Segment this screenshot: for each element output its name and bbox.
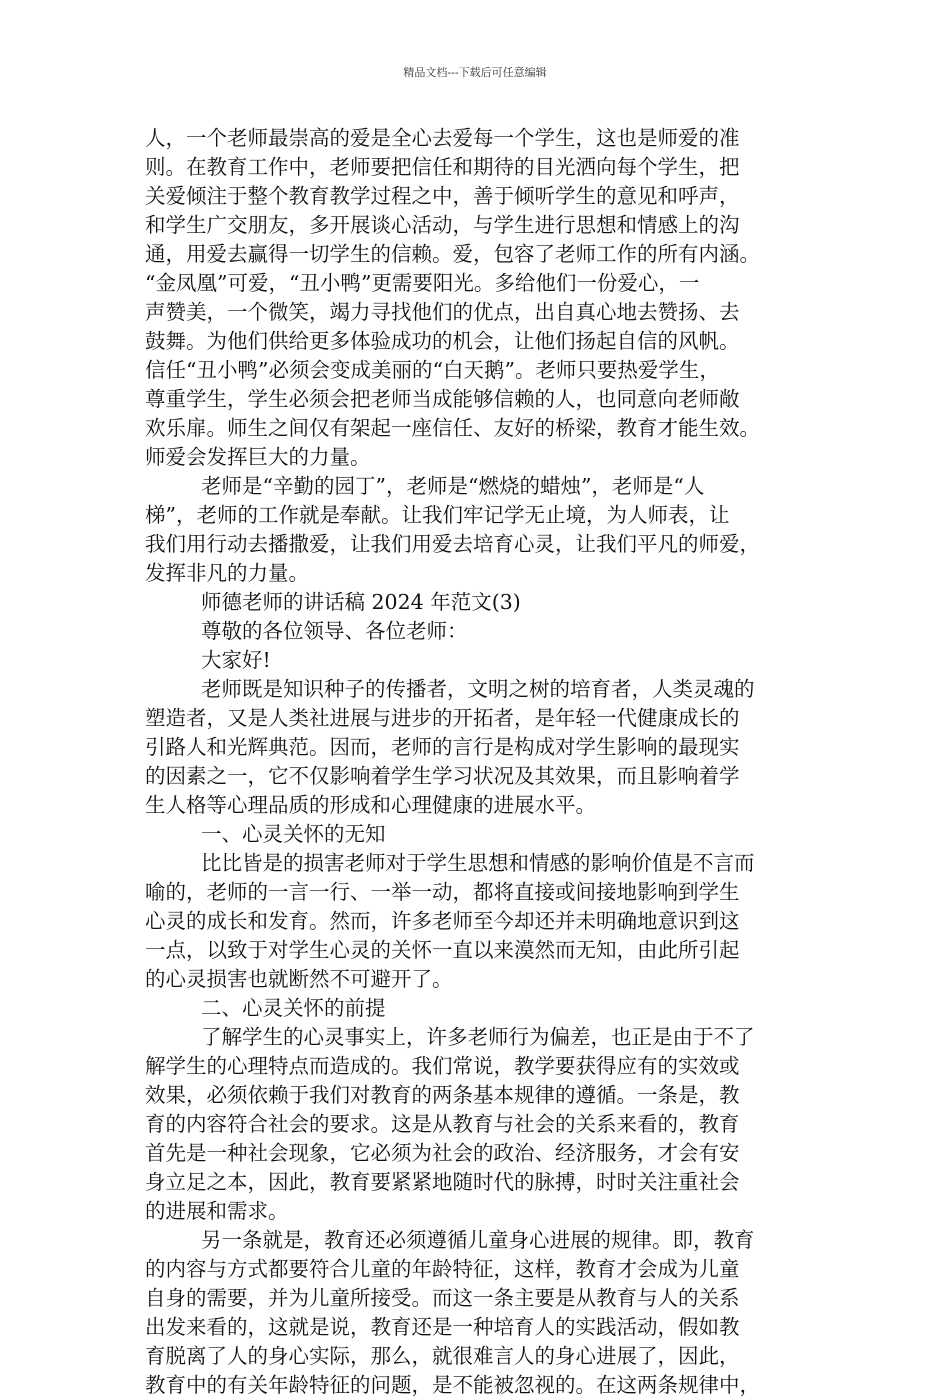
text-line: 引路人和光辉典范。因而，老师的言行是构成对学生影响的最现实 <box>145 735 740 759</box>
text-line: 的因素之一，它不仅影响着学生学习状况及其效果，而且影响着学 <box>145 764 740 788</box>
text-line: 另一条就是，教育还必须遵循儿童身心进展的规律。即，教育 <box>201 1228 755 1252</box>
text-line: 出发来看的，这就是说，教育还是一种培育人的实践活动，假如教 <box>145 1315 740 1339</box>
text-line: 教育中的有关年龄特征的问题，是不能被忽视的。在这两条规律中， <box>145 1373 760 1397</box>
document-body <box>145 124 825 1400</box>
text-line: 大家好! <box>201 648 271 672</box>
text-line: 尊敬的各位领导、各位老师： <box>201 619 468 643</box>
text-line: 身立足之本，因此，教育要紧紧地随时代的脉搏，时时关注重社会 <box>145 1170 740 1194</box>
text-line: 的心灵损害也就断然不可避开了。 <box>145 967 453 991</box>
text-line: 解学生的心理特点而造成的。我们常说，教学要获得应有的实效或 <box>145 1054 740 1078</box>
text-line: 老师既是知识种子的传播者，文明之树的培育者，人类灵魂的 <box>201 677 755 701</box>
text-line: 了解学生的心灵事实上，许多老师行为偏差，也正是由于不了 <box>201 1025 755 1049</box>
text-line: 和学生广交朋友，多开展谈心活动，与学生进行思想和情感上的沟 <box>145 213 740 237</box>
text-line: 梯”，老师的工作就是奉献。让我们牢记学无止境，为人师表，让 <box>145 503 730 527</box>
text-line: 生人格等心理品质的形成和心理健康的进展水平。 <box>145 793 596 817</box>
text-line: 喻的，老师的一言一行、一举一动，都将直接或间接地影响到学生 <box>145 880 740 904</box>
text-line: 一点，以致于对学生心灵的关怀一直以来漠然而无知，由此所引起 <box>145 938 740 962</box>
text-line: 人，一个老师最崇高的爱是全心去爱每一个学生，这也是师爱的准 <box>145 126 740 150</box>
text-line: 关爱倾注于整个教育教学过程之中，善于倾听学生的意见和呼声， <box>145 184 740 208</box>
text-line: 欢乐扉。师生之间仅有架起一座信任、友好的桥梁，教育才能生效。 <box>145 416 760 440</box>
text-line: 比比皆是的损害老师对于学生思想和情感的影响价值是不言而 <box>201 851 755 875</box>
text-line: 塑造者，又是人类社进展与进步的开拓者，是年轻一代健康成长的 <box>145 706 740 730</box>
text-line: 一、心灵关怀的无知 <box>201 822 386 846</box>
text-line: 育脱离了人的身心实际，那么，就很难言人的身心进展了，因此， <box>145 1344 740 1368</box>
text-line: 育的内容符合社会的要求。这是从教育与社会的关系来看的，教育 <box>145 1112 740 1136</box>
text-line: 师爱会发挥巨大的力量。 <box>145 445 371 469</box>
text-line: 信任“丑小鸭”必须会变成美丽的“白天鹅”。老师只要热爱学生， <box>145 358 720 382</box>
text-line: 鼓舞。为他们供给更多体验成功的机会，让他们扬起自信的风帆。 <box>145 329 740 353</box>
text-line: 发挥非凡的力量。 <box>145 561 309 585</box>
text-line: 尊重学生，学生必须会把老师当成能够信赖的人，也同意向老师敞 <box>145 387 740 411</box>
text-line: 效果，必须依赖于我们对教育的两条基本规律的遵循。一条是，教 <box>145 1083 740 1107</box>
text-line: 我们用行动去播撒爱，让我们用爱去培育心灵，让我们平凡的师爱， <box>145 532 760 556</box>
text-line: 心灵的成长和发育。然而，许多老师至今却还并未明确地意识到这 <box>145 909 740 933</box>
text-line: 二、心灵关怀的前提 <box>201 996 386 1020</box>
text-line: “金凤凰”可爱，“丑小鸭”更需要阳光。多给他们一份爱心，一 <box>145 271 700 295</box>
text-line: 的进展和需求。 <box>145 1199 289 1223</box>
text-line: 师德老师的讲话稿 2024 年范文(3) <box>201 590 521 614</box>
text-line: 首先是一种社会现象，它必须为社会的政治、经济服务，才会有安 <box>145 1141 740 1165</box>
text-line: 自身的需要，并为儿童所接受。而这一条主要是从教育与人的关系 <box>145 1286 740 1310</box>
text-line: 通，用爱去赢得一切学生的信赖。爱，包容了老师工作的所有内涵。 <box>145 242 760 266</box>
text-line: 老师是“辛勤的园丁”，老师是“燃烧的蜡烛”，老师是“人 <box>201 474 705 498</box>
text-line: 的内容与方式都要符合儿童的年龄特征，这样，教育才会成为儿童 <box>145 1257 740 1281</box>
text-line: 则。在教育工作中，老师要把信任和期待的目光洒向每个学生，把 <box>145 155 740 179</box>
page-header: 精品文档---下载后可任意编辑 <box>403 66 547 79</box>
text-line: 声赞美，一个微笑，竭力寻找他们的优点，出自真心地去赞扬、去 <box>145 300 740 324</box>
